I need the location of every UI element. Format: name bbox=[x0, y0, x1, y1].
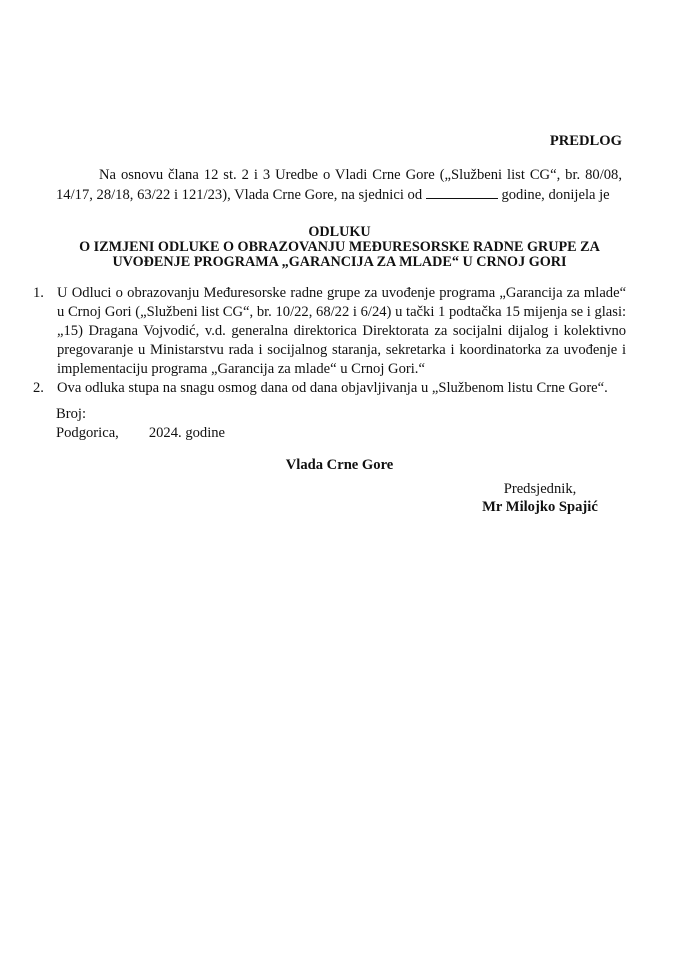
year: 2024. godine bbox=[148, 425, 226, 441]
reference-number-label: Broj: bbox=[56, 406, 86, 422]
place: Podgorica, bbox=[56, 425, 119, 441]
item-body bbox=[57, 284, 626, 379]
session-date-blank bbox=[426, 185, 498, 199]
item-line: „15) Dragana Vojvodić, v.d. generalna direktorica Direktorata za socijalni dijalog i kolektivno bbox=[57, 323, 627, 339]
government-name: Vlada Crne Gore bbox=[285, 457, 394, 473]
preamble-line-2-start: 14/17, 28/18, 63/22 i 121/23), Vlada Crne Gore, na sjednici od bbox=[56, 187, 423, 203]
preamble bbox=[56, 166, 622, 205]
item-line: u Crnoj Gori („Službeni list CG“, br. 10/22, 68/22 i 6/24) u tački 1 podtačka 15 mijenja se i glasi: bbox=[57, 304, 627, 320]
place-and-date bbox=[56, 424, 225, 443]
decision-title bbox=[0, 225, 679, 270]
title-line-2: O IZMJENI ODLUKE O OBRAZOVANJU MEĐURESORSKE RADNE GRUPE ZA bbox=[79, 239, 600, 255]
item-line: pregovaranje u Ministarstvu rada i socijalnog staranja, sekretarka i koordinatorka za uvođenje i bbox=[57, 342, 627, 358]
item-number: 1. bbox=[33, 285, 44, 301]
president-name: Mr Milojko Spajić bbox=[482, 499, 598, 515]
preamble-line-1: Na osnovu člana 12 st. 2 i 3 Uredbe o Vladi Crne Gore („Službeni list CG“, br. 80/08, bbox=[99, 167, 622, 183]
item-line: U Odluci o obrazovanju Međuresorske radne grupe za uvođenje programa „Garancija za mlade“ bbox=[57, 285, 627, 301]
list-item bbox=[33, 284, 627, 379]
item-line: Ova odluka stupa na snagu osmog dana od dana objavljivanja u „Službenom listu Crne Gore“. bbox=[57, 380, 608, 396]
preamble-line-2 bbox=[56, 185, 622, 205]
item-body bbox=[57, 379, 623, 398]
item-line: implementaciju programa „Garancija za mlade“ u Crnoj Gori.“ bbox=[57, 361, 425, 377]
document-label: PREDLOG bbox=[549, 133, 622, 149]
president-title: Predsjednik, bbox=[503, 481, 577, 497]
list-item bbox=[33, 379, 623, 398]
item-number: 2. bbox=[33, 380, 44, 396]
preamble-line-2-end: godine, donijela je bbox=[501, 187, 610, 203]
title-line-3: UVOĐENJE PROGRAMA „GARANCIJA ZA MLADE“ U CRNOJ GORI bbox=[112, 254, 567, 270]
title-line-1: ODLUKU bbox=[308, 224, 371, 240]
decision-items bbox=[33, 284, 627, 398]
